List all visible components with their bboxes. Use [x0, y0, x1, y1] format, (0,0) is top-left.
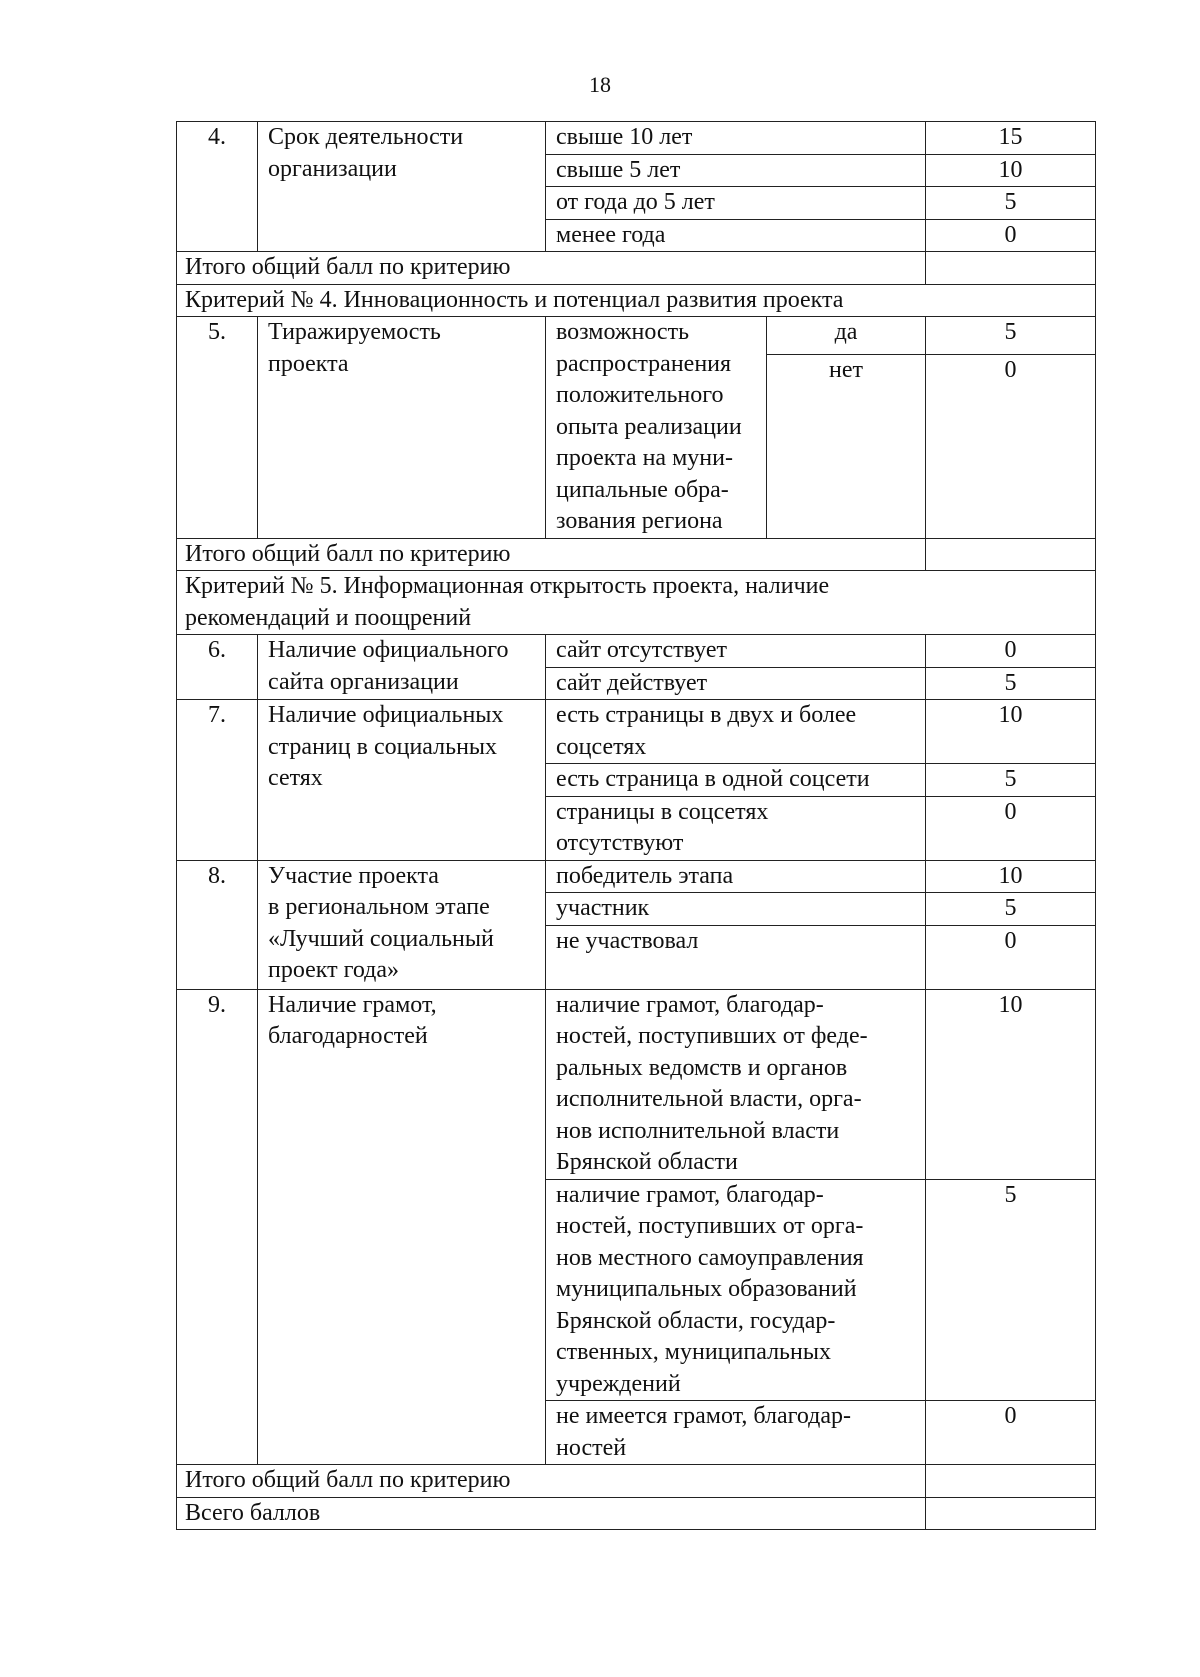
table-row — [177, 635, 1096, 668]
section-heading: Критерий № 5. Информационная открытость проекта, наличие рекомендаций и поощрений — [177, 571, 1096, 635]
total-row — [177, 538, 1096, 571]
option-points: 10 — [926, 860, 1096, 893]
criterion-number: 7. — [177, 700, 258, 861]
option-label: победитель этапа — [546, 860, 926, 893]
table-row — [177, 317, 1096, 355]
option-points: 0 — [926, 635, 1096, 668]
criterion-name: Тиражируемость проекта — [258, 317, 546, 539]
total-label: Итого общий балл по критерию — [177, 252, 926, 285]
option-points: 0 — [926, 354, 1096, 538]
section-row — [177, 284, 1096, 317]
option-points: 10 — [926, 700, 1096, 764]
option-label: сайт отсутствует — [546, 635, 926, 668]
criterion-description: возможность распространения положительного опыта реализации проекта на муни- ципальные обра- зования региона — [546, 317, 767, 539]
option-points: 5 — [926, 764, 1096, 797]
criterion-number: 5. — [177, 317, 258, 539]
total-points — [926, 252, 1096, 285]
table-row — [177, 989, 1096, 1179]
table-row — [177, 700, 1096, 764]
criterion-number: 4. — [177, 122, 258, 252]
criterion-name: Наличие официального сайта организации — [258, 635, 546, 700]
option-points: 15 — [926, 122, 1096, 155]
option-label: наличие грамот, благодар- ностей, поступивших от феде- ральных ведомств и органов исполнительной власти, орга- нов исполнительной власти Брянской области — [546, 989, 926, 1179]
total-label: Итого общий балл по критерию — [177, 538, 926, 571]
option-points: 5 — [926, 667, 1096, 700]
grand-total-row — [177, 1497, 1096, 1530]
option-label: есть страницы в двух и более соцсетях — [546, 700, 926, 764]
option-label: свыше 5 лет — [546, 154, 926, 187]
option-points: 0 — [926, 1401, 1096, 1465]
total-row — [177, 252, 1096, 285]
option-points: 0 — [926, 925, 1096, 989]
option-label: не участвовал — [546, 925, 926, 989]
section-row — [177, 571, 1096, 635]
option-label: не имеется грамот, благодар- ностей — [546, 1401, 926, 1465]
criterion-name: Наличие официальных страниц в социальных сетях — [258, 700, 546, 861]
criterion-number: 9. — [177, 989, 258, 1465]
criterion-number: 8. — [177, 860, 258, 989]
option-points: 0 — [926, 796, 1096, 860]
option-label: участник — [546, 893, 926, 926]
option-label: свыше 10 лет — [546, 122, 926, 155]
option-points: 10 — [926, 989, 1096, 1179]
criterion-number: 6. — [177, 635, 258, 700]
option-points: 5 — [926, 317, 1096, 355]
option-points: 0 — [926, 219, 1096, 252]
option-points: 5 — [926, 187, 1096, 220]
option-points: 5 — [926, 1179, 1096, 1401]
criterion-name: Наличие грамот, благодарностей — [258, 989, 546, 1465]
option-points: 5 — [926, 893, 1096, 926]
option-label: есть страница в одной соцсети — [546, 764, 926, 797]
grand-total-points — [926, 1497, 1096, 1530]
option-label: нет — [767, 354, 926, 538]
total-label: Итого общий балл по критерию — [177, 1465, 926, 1498]
option-label: от года до 5 лет — [546, 187, 926, 220]
section-heading: Критерий № 4. Инновационность и потенциал развития проекта — [177, 284, 1096, 317]
page-number: 18 — [589, 72, 611, 97]
criterion-name: Участие проекта в региональном этапе «Лучший социальный проект года» — [258, 860, 546, 989]
option-label: страницы в соцсетях отсутствуют — [546, 796, 926, 860]
option-points: 10 — [926, 154, 1096, 187]
total-row — [177, 1465, 1096, 1498]
option-label: менее года — [546, 219, 926, 252]
criterion-name: Срок деятельности организации — [258, 122, 546, 252]
total-points — [926, 1465, 1096, 1498]
criteria-table — [176, 121, 1096, 1530]
option-label: да — [767, 317, 926, 355]
option-label: наличие грамот, благодар- ностей, поступивших от орга- нов местного самоуправления муниципальных образований Брянской области, государ- ственных, муниципальных учреждений — [546, 1179, 926, 1401]
option-label: сайт действует — [546, 667, 926, 700]
total-points — [926, 538, 1096, 571]
table-row — [177, 860, 1096, 893]
table-row — [177, 122, 1096, 155]
grand-total-label: Всего баллов — [177, 1497, 926, 1530]
